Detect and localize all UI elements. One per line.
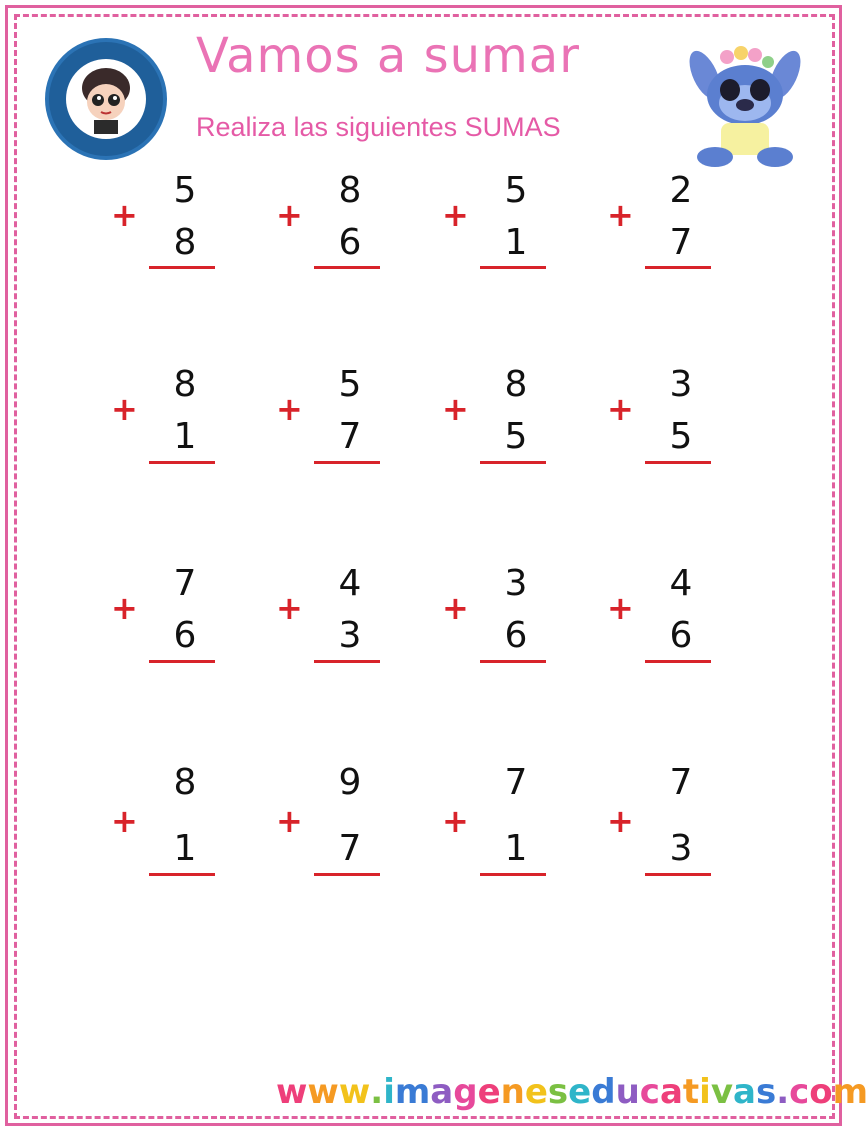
addend-top: 5 (173, 170, 197, 211)
footer-url (276, 1072, 868, 1112)
footer-letter: s (755, 1072, 777, 1112)
site-logo (45, 38, 167, 160)
footer-letter: e (568, 1072, 592, 1112)
addend-top: 8 (338, 170, 362, 211)
answer-line (645, 461, 711, 464)
addend-bottom: 1 (173, 828, 197, 869)
addition-problem (442, 364, 588, 474)
addend-bottom: 3 (669, 828, 693, 869)
answer-line (480, 660, 546, 663)
plus-sign: + (111, 390, 138, 428)
addend-bottom: 3 (338, 615, 362, 656)
footer-letter: w (338, 1072, 371, 1112)
addition-problem (111, 563, 257, 673)
answer-line (645, 873, 711, 876)
footer-letter: . (370, 1072, 384, 1112)
addition-problem (607, 170, 753, 280)
addend-bottom: 7 (338, 828, 362, 869)
footer-letter: g (453, 1072, 478, 1112)
plus-sign: + (607, 390, 634, 428)
plus-sign: + (276, 390, 303, 428)
plus-sign: + (111, 589, 138, 627)
footer-letter: d (591, 1072, 616, 1112)
footer-letter: c (639, 1072, 660, 1112)
footer-letter: m (832, 1072, 868, 1112)
addition-problem (111, 170, 257, 280)
plus-sign: + (607, 802, 634, 840)
answer-line (645, 660, 711, 663)
answer-line (480, 461, 546, 464)
answer-line (314, 461, 380, 464)
answer-line (149, 873, 215, 876)
plus-sign: + (607, 589, 634, 627)
plus-sign: + (442, 196, 469, 234)
footer-letter: a (430, 1072, 454, 1112)
addition-problem (442, 563, 588, 673)
addition-problem (111, 762, 257, 872)
plus-sign: + (607, 196, 634, 234)
addition-problem (607, 563, 753, 673)
addend-bottom: 1 (173, 416, 197, 457)
stitch-character-icon (675, 35, 815, 175)
addend-bottom: 6 (504, 615, 528, 656)
page-subtitle: Realiza las siguientes SUMAS (196, 112, 561, 142)
addend-top: 5 (504, 170, 528, 211)
plus-sign: + (276, 196, 303, 234)
addend-top: 3 (504, 563, 528, 604)
footer-letter: . (776, 1072, 790, 1112)
addend-bottom: 6 (669, 615, 693, 656)
footer-letter: i (383, 1072, 395, 1112)
answer-line (149, 266, 215, 269)
footer-letter: o (809, 1072, 833, 1112)
plus-sign: + (111, 802, 138, 840)
answer-line (480, 873, 546, 876)
footer-letter: m (394, 1072, 431, 1112)
mascot (675, 35, 815, 175)
footer-letter: e (524, 1072, 548, 1112)
addition-problem (276, 170, 422, 280)
addend-top: 4 (669, 563, 693, 604)
addition-problem (276, 762, 422, 872)
answer-line (314, 873, 380, 876)
addition-problem (276, 364, 422, 474)
addend-top: 8 (173, 762, 197, 803)
addition-problem (276, 563, 422, 673)
footer-letter: c (789, 1072, 810, 1112)
plus-sign: + (276, 589, 303, 627)
addition-problem (111, 364, 257, 474)
addend-bottom: 7 (338, 416, 362, 457)
answer-line (314, 266, 380, 269)
addition-problem (607, 762, 753, 872)
addend-bottom: 1 (504, 222, 528, 263)
addend-bottom: 5 (669, 416, 693, 457)
addend-top: 9 (338, 762, 362, 803)
footer-letter: v (710, 1072, 733, 1112)
footer-url-text (276, 1072, 868, 1112)
footer-letter: a (659, 1072, 683, 1112)
footer-letter: t (682, 1072, 700, 1112)
footer-letter: n (500, 1072, 525, 1112)
answer-line (480, 266, 546, 269)
footer-letter: i (699, 1072, 711, 1112)
addend-top: 7 (173, 563, 197, 604)
plus-sign: + (442, 802, 469, 840)
addend-top: 5 (338, 364, 362, 405)
footer-letter: a (733, 1072, 756, 1112)
addition-problem (607, 364, 753, 474)
answer-line (645, 266, 711, 269)
addend-top: 7 (504, 762, 528, 803)
footer-letter: w (276, 1072, 308, 1112)
footer-letter: u (615, 1072, 640, 1112)
page-title: Vamos a sumar (196, 28, 580, 84)
footer-letter: w (307, 1072, 339, 1112)
addend-top: 4 (338, 563, 362, 604)
plus-sign: + (442, 390, 469, 428)
answer-line (314, 660, 380, 663)
addend-top: 8 (173, 364, 197, 405)
plus-sign: + (276, 802, 303, 840)
addend-top: 3 (669, 364, 693, 405)
addend-bottom: 8 (173, 222, 197, 263)
addend-bottom: 5 (504, 416, 528, 457)
addition-problem (442, 762, 588, 872)
addend-top: 7 (669, 762, 693, 803)
footer-letter: e (477, 1072, 501, 1112)
addend-bottom: 1 (504, 828, 528, 869)
addend-top: 8 (504, 364, 528, 405)
answer-line (149, 461, 215, 464)
addition-problem (442, 170, 588, 280)
plus-sign: + (442, 589, 469, 627)
footer-letter: s (547, 1072, 569, 1112)
child-face-icon (49, 42, 163, 156)
addend-bottom: 6 (338, 222, 362, 263)
answer-line (149, 660, 215, 663)
addend-bottom: 6 (173, 615, 197, 656)
addend-bottom: 7 (669, 222, 693, 263)
addend-top: 2 (669, 170, 693, 211)
plus-sign: + (111, 196, 138, 234)
